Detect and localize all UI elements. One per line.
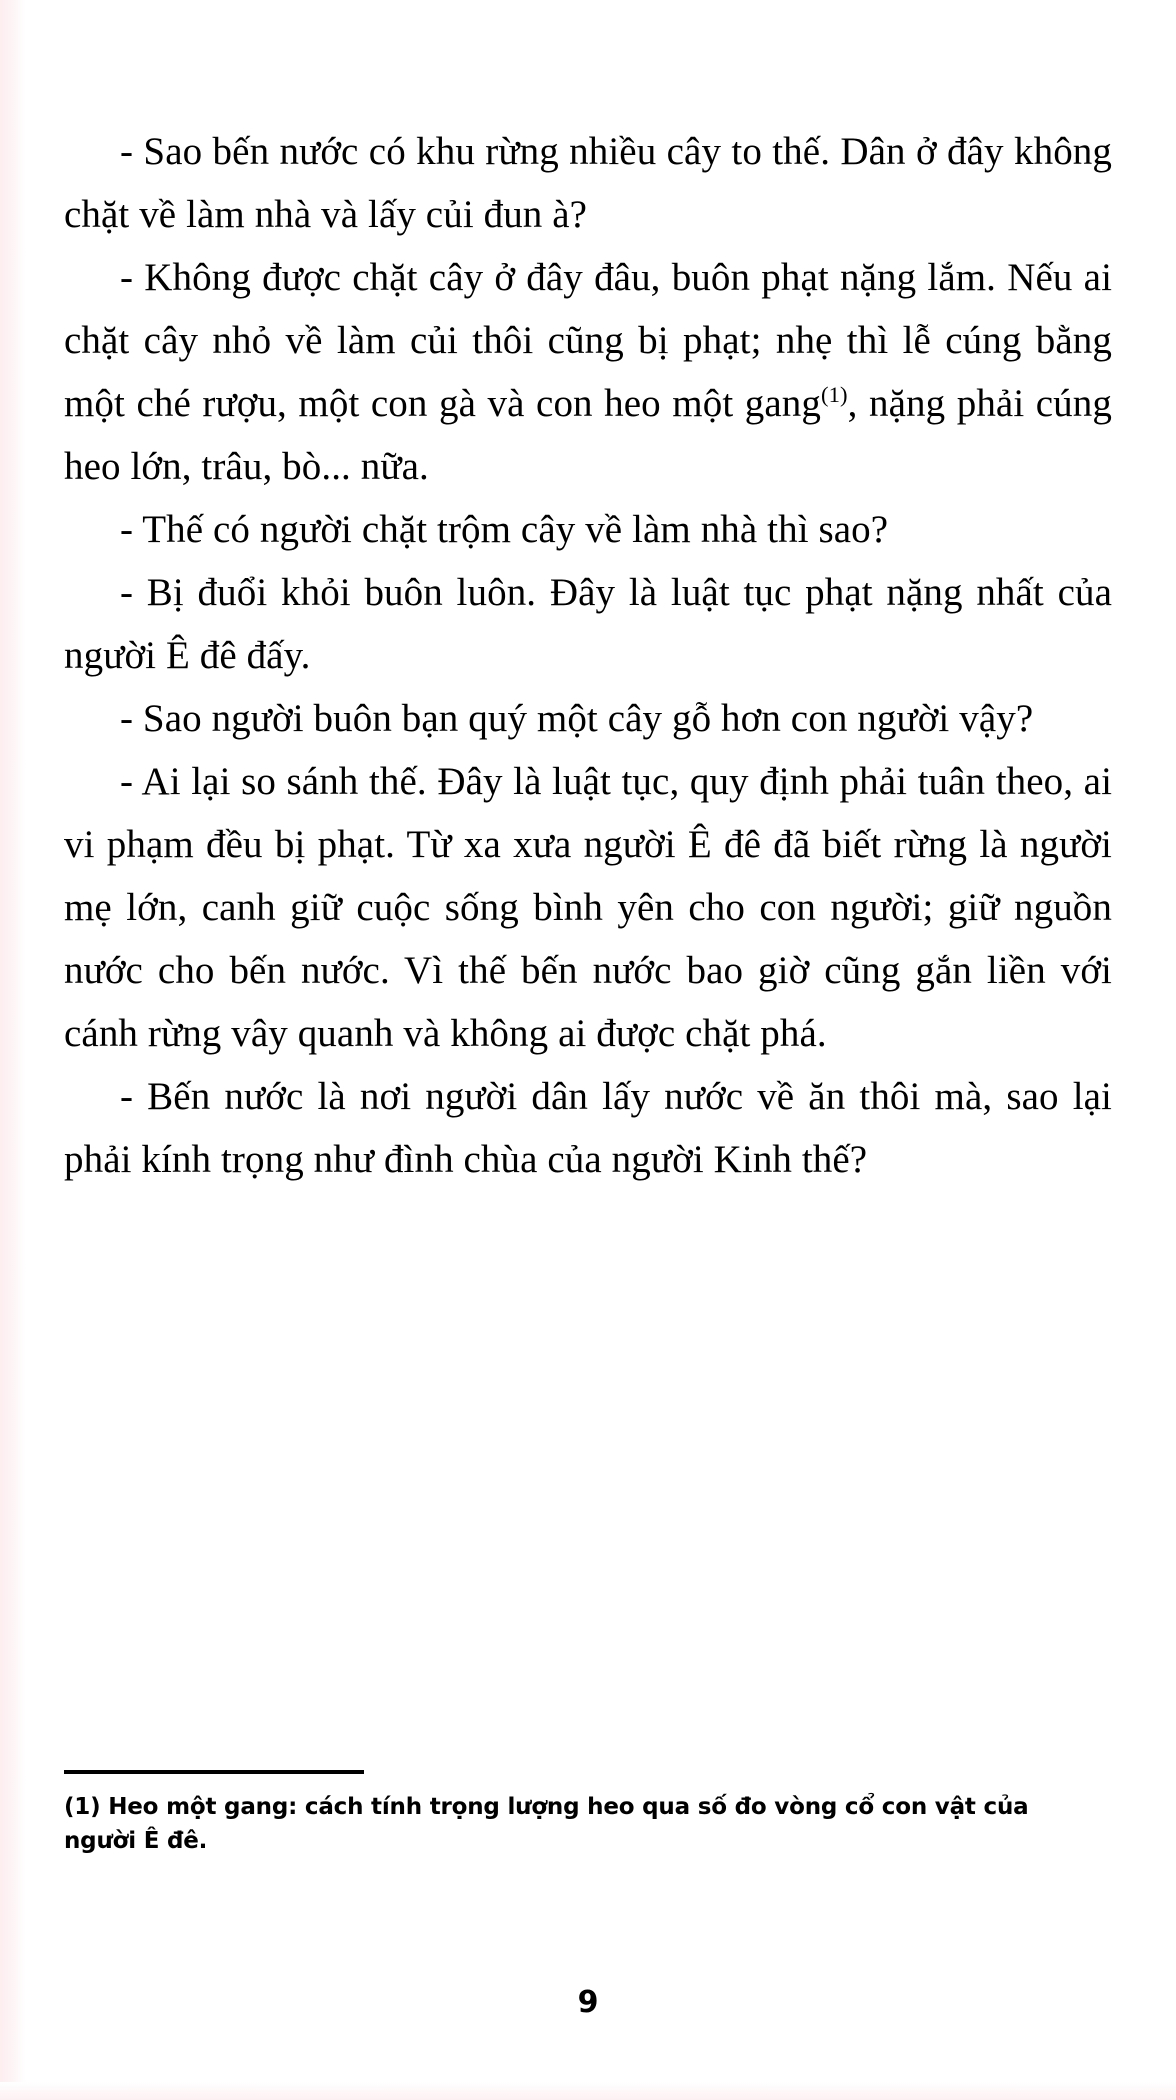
paragraph: [64, 246, 1112, 498]
footnote-text: (1) Heo một gang: cách tính trọng lượng heo qua số đo vòng cổ con vật của người Ê đê.: [64, 1794, 1029, 1854]
scan-edge-left: [0, 0, 26, 2100]
paragraph-text-after: , nặng phải cúng heo lớn, trâu, bò... nữa.: [64, 382, 1112, 488]
paragraph: - Bến nước là nơi người dân lấy nước về ăn thôi mà, sao lại phải kính trọng như đình chùa của người Kinh thế?: [64, 1075, 1112, 1181]
paragraph: - Sao người buôn bạn quý một cây gỗ hơn con người vậy?: [120, 697, 1034, 740]
paragraph: - Thế có người chặt trộm cây về làm nhà thì sao?: [120, 508, 889, 551]
page-number: 9: [577, 1985, 599, 2020]
footnote-marker: (1): [820, 382, 848, 407]
paragraph: - Sao bến nước có khu rừng nhiều cây to thế. Dân ở đây không chặt về làm nhà và lấy củi đun à?: [64, 130, 1112, 236]
paragraph: - Bị đuổi khỏi buôn luôn. Đây là luật tục phạt nặng nhất của người Ê đê đấy.: [64, 571, 1112, 677]
paragraph: - Ai lại so sánh thế. Đây là luật tục, quy định phải tuân theo, ai vi phạm đều bị phạt. Từ xa xưa người Ê đê đã biết rừng là người mẹ lớn, canh giữ cuộc sống bình yên cho con người; giữ nguồn nước cho bến nước. Vì thế bến nước bao giờ cũng gắn liền với cánh rừng vây quanh và không ai được chặt phá.: [64, 760, 1112, 1055]
footnote-divider: [64, 1770, 364, 1774]
page-body: [64, 120, 1112, 1191]
scan-edge-bottom: [0, 2082, 1176, 2100]
paragraph-text-before: - Không được chặt cây ở đây đâu, buôn phạt nặng lắm. Nếu ai chặt cây nhỏ về làm củi thôi cũng bị phạt; nhẹ thì lễ cúng bằng một ché rượu, một con gà và con heo một gang: [64, 256, 1112, 425]
